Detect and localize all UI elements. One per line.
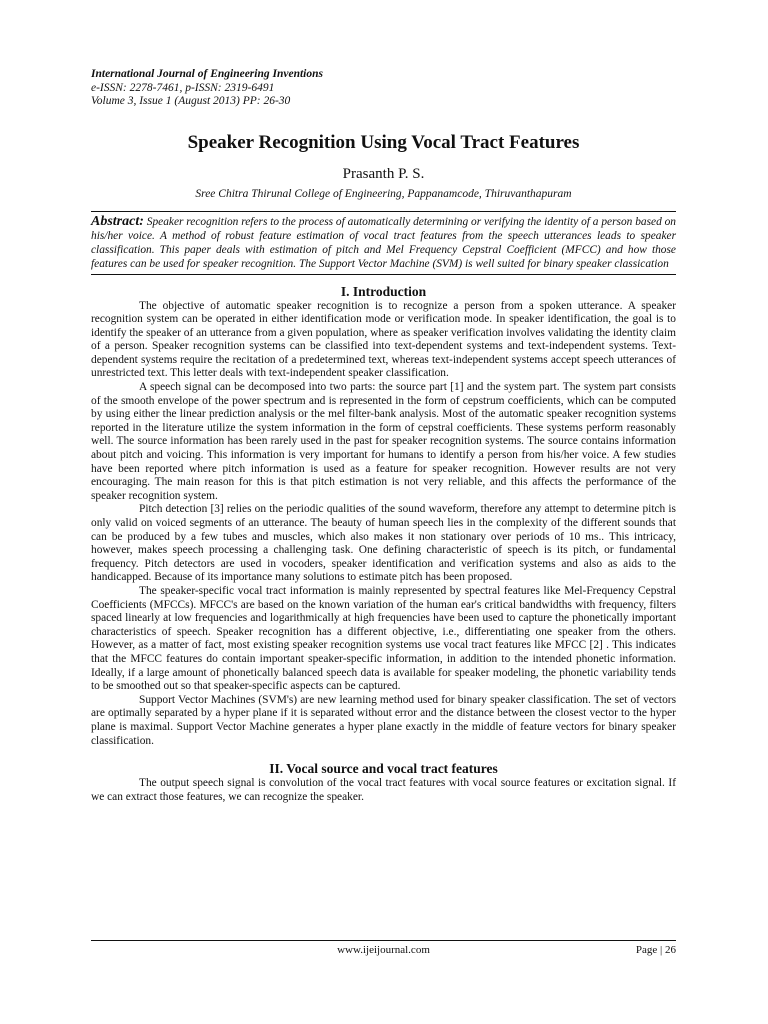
abstract-label: Abstract: [91, 213, 144, 229]
abstract-text: Speaker recognition refers to the process of automatically determining or verifying the identity of a person based on his/her voice. A method of robust feature estimation of vocal tract features from the speech utterances leads to speaker classification. This paper deals with estimation of pitch and Mel Frequency Cepstral Coefficient (MFCC) and how those features can be used for speaker recognition. The Support Vector Machine (SVM) is well suited for binary speaker classication [91, 215, 677, 270]
paper-affiliation: Sree Chitra Thirunal College of Engineering, Pappanamcode, Thiruvanthapuram [195, 187, 572, 200]
page-footer [91, 940, 676, 956]
journal-header [91, 68, 676, 109]
page-number: Page | 26 [635, 944, 676, 956]
paper-title: Speaker Recognition Using Vocal Tract Features [187, 131, 580, 153]
paragraph: The objective of automatic speaker recognition is to recognize a person from a spoken utterance. A speaker recognition system can be operated in either identification mode or verification mode. In speaker identification, the goal is to identify the speaker of an utterance from a given population, where as speaker verification involves validating the identity claim of a person. Speaker recognition systems can be classified into text-dependent systems and text-independent systems. Text-dependent systems require the recitation of a predetermined text, whereas text-independent systems accept speech utterances of unrestricted text. This letter deals with text-independent speaker classification. [91, 299, 676, 380]
paragraph: Pitch detection [3] relies on the periodic qualities of the sound waveform, therefore any attempt to determine pitch is only valid on voiced segments of an utterance. The beauty of human speech lies in the complexity of the different sounds that can be produced by a few tubes and muscles, which also makes it non stationary over periods of 10 ms.. This intricacy, however, makes speech processing a challenging task. One defining characteristic of speech is its pitch, or fundamental frequency. Pitch detectors are used in vocoders, speaker identification and verification systems and also as aids to the handicapped. Because of its importance many solutions to estimate pitch has been proposed. [91, 503, 676, 584]
journal-name: International Journal of Engineering Inventions [91, 68, 323, 80]
journal-issn: e-ISSN: 2278-7461, p-ISSN: 2319-6491 [91, 81, 275, 94]
section-heading-introduction: I. Introduction [340, 283, 427, 299]
footer-url: www.ijeijournal.com [337, 944, 430, 956]
paragraph: A speech signal can be decomposed into two parts: the source part [1] and the system part. The system part consists of the smooth envelope of the power spectrum and is represented in the form of cepstrum coefficients, which can be computed by using either the linear prediction analysis or the mel filter-bank analysis. Most of the automatic speaker recognition systems reported in the literature utilize the system information in the form of cepstral coefficients. These systems perform reasonably well. The source information has been rarely used in the past for speaker recognition systems. The source contains information about pitch and voicing. This information is very important for humans to identify a person from his/her voice. A few studies have been reported where pitch information is used as a feature for speaker recognition. However results are not very encouraging. The main reason for this is that pitch estimation is not very reliable, and this affects the performance of the speaker recognition system. [91, 381, 676, 502]
section-body-introduction [91, 300, 676, 749]
paper-author: Prasanth P. S. [342, 165, 425, 182]
section-heading-vocal-features: II. Vocal source and vocal tract features [269, 761, 498, 777]
section-body-vocal-features [91, 777, 676, 804]
paragraph: The output speech signal is convolution of the vocal tract features with vocal source features or excitation signal. If we can extract those features, we can recognize the speaker. [91, 777, 676, 803]
abstract [91, 211, 676, 275]
paragraph: Support Vector Machines (SVM's) are new learning method used for binary speaker classification. The set of vectors are optimally separated by a hyper plane if it is separated without error and the distance between the closest vector to the hyper plane is maximal. Support Vector Machine generates a hyper plane exactly in the middle of feature vectors for binary speaker classification. [91, 693, 676, 747]
journal-volume: Volume 3, Issue 1 (August 2013) PP: 26-30 [91, 95, 291, 107]
paragraph: The speaker-specific vocal tract information is mainly represented by spectral features like Mel-Frequency Cepstral Coefficients (MFCCs). MFCC's are based on the known variation of the human ear's critical bandwidths with frequency, filters spaced linearly at low frequencies and logarithmically at high frequencies have been used to capture the phonetically important characteristics of speech. Speaker recognition has a different objective, i.e., differentiating one speaker from the others. However, as a matter of fact, most existing speaker recognition systems use vocal tract features like MFCC [2] . This indicates that the MFCC features do contain important speaker-specific information, in addition to the intended phonetic information. Ideally, if a large amount of phonetically balanced speech data is available for speaker modeling, the phonetic variability tends to be smoothed out so that speaker-specific aspects can be captured. [91, 584, 676, 693]
paper-page [91, 68, 676, 804]
